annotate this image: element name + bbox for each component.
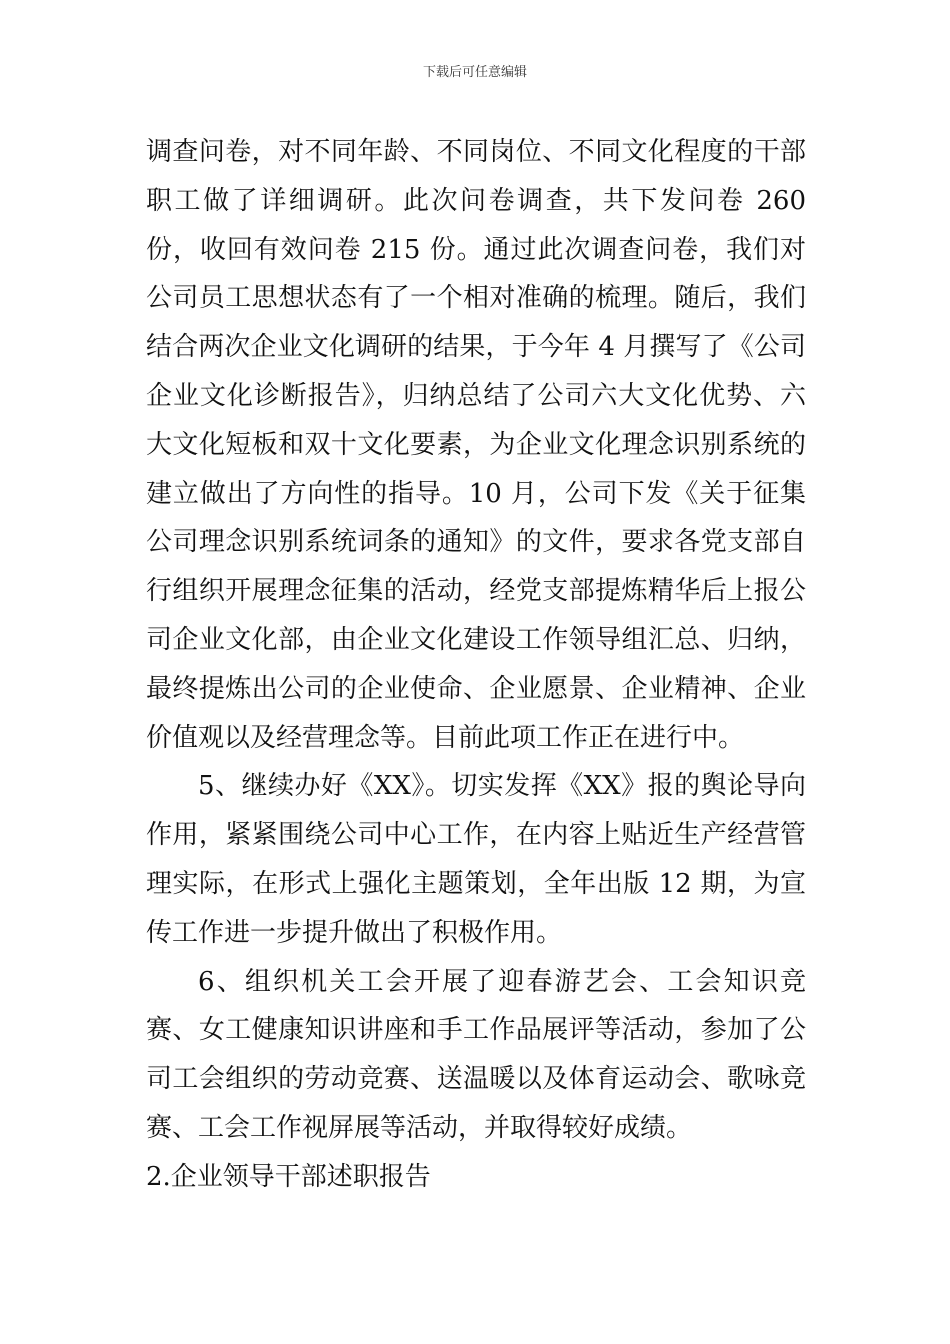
paragraph-continuation: 调查问卷，对不同年龄、不同岗位、不同文化程度的干部职工做了详细调研。此次问卷调查，共下发问卷 260 份，收回有效问卷 215 份。通过此次调查问卷，我们对公司员工思想状态有了一个相对准确的梳理。随后，我们结合两次企业文化调研的结果，于今年 4 月撰写了《公司企业文化诊断报告》，归纳总结了公司六大文化优势、六大文化短板和双十文化要素，为企业文化理念识别系统的建立做出了方向性的指导。10 月，公司下发《关于征集公司理念识别系统词条的通知》的文件，要求各党支部自行组织开展理念征集的活动，经党支部提炼精华后上报公司企业文化部，由企业文化建设工作领导组汇总、归纳，最终提炼出公司的企业使命、企业愿景、企业精神、企业价值观以及经营理念等。目前此项工作正在进行中。	[146, 137, 806, 753]
paragraph-item-5: 5、继续办好《XX》。切实发挥《XX》报的舆论导向作用，紧紧围绕公司中心工作，在内容上贴近生产经营管理实际，在形式上强化主题策划，全年出版 12 期，为宣传工作进一步提升做出了积极作用。	[146, 771, 806, 948]
paragraph-item-6: 6、组织机关工会开展了迎春游艺会、工会知识竞赛、女工健康知识讲座和手工作品展评等活动，参加了公司工会组织的劳动竞赛、送温暖以及体育运动会、歌咏竞赛、工会工作视屏展等活动，并取得较好成绩。	[146, 966, 806, 1143]
page-header-note: 下载后可任意编辑	[422, 65, 527, 80]
section-heading: 2.企业领导干部述职报告	[146, 1161, 431, 1192]
document-body	[146, 128, 806, 1202]
